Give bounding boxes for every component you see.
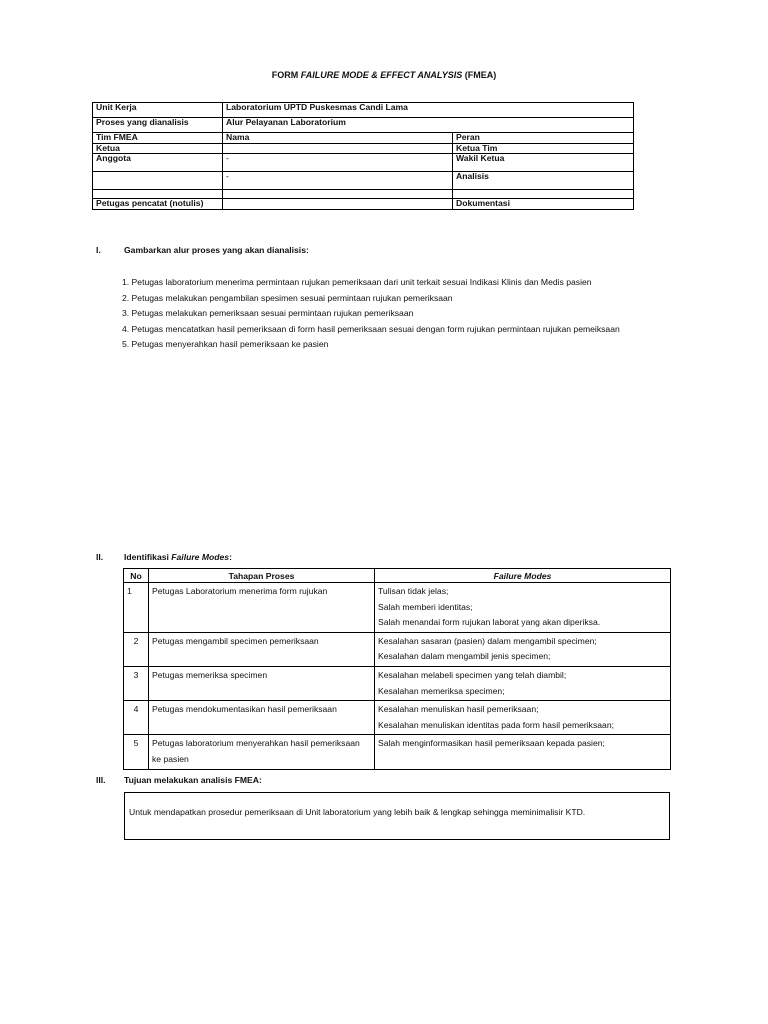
table-row bbox=[124, 632, 671, 666]
row-failures bbox=[375, 666, 671, 700]
col-failure: Failure Modes bbox=[375, 569, 671, 583]
leader-name bbox=[223, 143, 453, 154]
name-header: Nama bbox=[223, 133, 453, 144]
table-row bbox=[124, 701, 671, 735]
section1-heading: Gambarkan alur proses yang akan dianalisis: bbox=[124, 245, 309, 255]
row-no: 1 bbox=[124, 583, 149, 633]
section2-heading-prefix: Identifikasi bbox=[124, 552, 172, 562]
goal-text: Untuk mendapatkan prosedur pemeriksaan di Unit laboratorium yang lebih baik & lengkap sehingga meminimalisir KTD. bbox=[129, 807, 586, 817]
failure-line: Kesalahan dalam mengambil jenis specimen; bbox=[378, 651, 551, 662]
process-step: 3. Petugas melakukan pemeriksaan sesuai permintaan rujukan pemeriksaan bbox=[122, 308, 414, 319]
failure-line: Kesalahan menuliskan hasil pemeriksaan; bbox=[378, 704, 539, 715]
title-suffix: (FMEA) bbox=[462, 70, 497, 80]
section2-heading-suffix: : bbox=[229, 552, 232, 562]
member-label: Anggota bbox=[93, 154, 223, 172]
notulis-role: Dokumentasi bbox=[453, 199, 634, 210]
failure-line: Kesalahan sasaran (pasien) dalam mengambil specimen; bbox=[378, 635, 597, 646]
member1-role: Wakil Ketua bbox=[453, 154, 634, 172]
process-step: 4. Petugas mencatatkan hasil pemeriksaan di form hasil pemeriksaan sesuai dengan form rujukan permintaan rujukan pemeiksaan bbox=[122, 323, 620, 334]
role-header: Peran bbox=[453, 133, 634, 144]
section3-heading: Tujuan melakukan analisis FMEA: bbox=[124, 775, 262, 785]
row-stage bbox=[149, 735, 375, 769]
member2-label bbox=[93, 172, 223, 190]
goal-box bbox=[124, 792, 670, 840]
process-label: Proses yang dianalisis bbox=[93, 118, 223, 133]
unit-label: Unit Kerja bbox=[93, 103, 223, 118]
notulis-label: Petugas pencatat (notulis) bbox=[93, 199, 223, 210]
section2-number: II. bbox=[96, 552, 104, 562]
stage-line: Petugas memeriksa specimen bbox=[152, 669, 268, 680]
stage-line: ke pasien bbox=[152, 753, 189, 764]
table-row bbox=[124, 666, 671, 700]
section2-heading bbox=[124, 552, 232, 562]
section1-number: I. bbox=[96, 245, 101, 255]
member1-name: - bbox=[223, 154, 453, 172]
title-italic: FAILURE MODE & EFFECT ANALYSIS bbox=[300, 70, 463, 80]
process-steps bbox=[122, 276, 620, 354]
row-failures bbox=[375, 632, 671, 666]
row-stage bbox=[149, 632, 375, 666]
col-no: No bbox=[124, 569, 149, 583]
process-step: 2. Petugas melakukan pengambilan spesimen sesuai permintaan rujukan pemeriksaan bbox=[122, 292, 453, 303]
failure-line: Kesalahan melabeli specimen yang telah diambil; bbox=[378, 669, 567, 680]
unit-value: Laboratorium UPTD Puskesmas Candi Lama bbox=[223, 103, 634, 118]
row-failures bbox=[375, 583, 671, 633]
row-no: 4 bbox=[124, 701, 149, 735]
failure-line: Salah memberi identitas; bbox=[378, 601, 473, 612]
table-row bbox=[124, 735, 671, 769]
stage-line: Petugas mengambil specimen pemeriksaan bbox=[152, 635, 319, 646]
row-failures bbox=[375, 701, 671, 735]
process-step: 5. Petugas menyerahkan hasil pemeriksaan ke pasien bbox=[122, 339, 329, 350]
failure-line: Salah menandai form rujukan laborat yang akan diperiksa. bbox=[378, 617, 601, 628]
failure-line: Salah menginformasikan hasil pemeriksaan kepada pasien; bbox=[378, 738, 605, 749]
team-label: Tim FMEA bbox=[93, 133, 223, 144]
process-step: 1. Petugas laboratorium menerima permintaan rujukan pemeriksaan dari unit terkait sesuai Indikasi Klinis dan Medis pasien bbox=[122, 277, 592, 287]
failure-line: Kesalahan menuliskan identitas pada form hasil pemeriksaan; bbox=[378, 719, 614, 730]
row-stage bbox=[149, 701, 375, 735]
member2-role: Analisis bbox=[453, 172, 634, 190]
failure-line: Kesalahan memeriksa specimen; bbox=[378, 685, 505, 696]
failure-line: Tulisan tidak jelas; bbox=[378, 586, 449, 596]
document-title bbox=[0, 70, 768, 80]
stage-line: Petugas mendokumentasikan hasil pemeriksaan bbox=[152, 704, 337, 715]
title-prefix: FORM bbox=[271, 70, 301, 80]
process-value: Alur Pelayanan Laboratorium bbox=[223, 118, 634, 133]
section2-heading-italic: Failure Modes bbox=[171, 552, 230, 562]
team-table bbox=[92, 102, 634, 210]
empty-cell bbox=[223, 190, 453, 199]
stage-line: Petugas laboratorium menyerahkan hasil pemeriksaan bbox=[152, 738, 360, 749]
leader-role: Ketua Tim bbox=[453, 143, 634, 154]
failure-modes-table bbox=[123, 568, 671, 770]
col-stage: Tahapan Proses bbox=[149, 569, 375, 583]
table-row bbox=[124, 583, 671, 633]
member2-name: - bbox=[223, 172, 453, 190]
row-no: 5 bbox=[124, 735, 149, 769]
leader-label: Ketua bbox=[93, 143, 223, 154]
row-stage bbox=[149, 583, 375, 633]
row-failures bbox=[375, 735, 671, 769]
notulis-name bbox=[223, 199, 453, 210]
row-no: 3 bbox=[124, 666, 149, 700]
row-no: 2 bbox=[124, 632, 149, 666]
row-stage bbox=[149, 666, 375, 700]
section3-number: III. bbox=[96, 775, 106, 785]
stage-line: Petugas Laboratorium menerima form rujukan bbox=[152, 586, 328, 596]
